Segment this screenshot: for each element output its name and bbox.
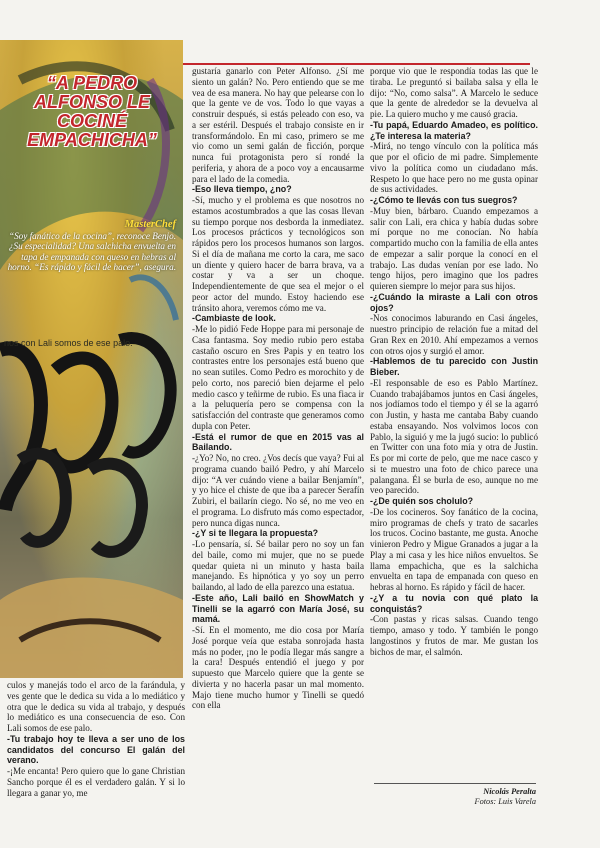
graffiti-photo	[0, 40, 183, 678]
interview-question: -¿Cómo te llevás con tus suegros?	[370, 195, 518, 205]
bottom-divider	[374, 783, 536, 784]
interview-paragraph: gustaría ganarlo con Peter Alfonso. ¿Sí me siento un galán? No. Pero entiendo que se me vea de esa manera. No hay que pelearse con lo que la gente ve de vos. Todo lo que vayas a construir después, si estás peleado con eso, va a ser estéril. Después el trabajo consiste en ir transformándolo. En mi caso, primero se me vio como un semi galán de ficción, porque nunca fui protagonista pero sí rondé la periferia, y ahora de a poco voy a encausarme para el lado de la comedia.	[192, 66, 364, 184]
interview-question: -¿Y a tu novia con qué plato la conquistás?	[370, 592, 538, 614]
photo-credit: Fotos: Luis Varela	[474, 797, 536, 806]
interview-question: -¿Y si te llegara la propuesta?	[192, 528, 319, 539]
interview-paragraph: -Lo pensaría, sí. Sé bailar pero no soy un fan del baile, como mi mujer, que no se puede quedar quieta ni un minuto y hasta baila manejando. Es hipnótica y yo soy un perro bailando, al lado de ella parezco una estatua.	[192, 539, 364, 592]
interview-question: -¿Cuándo la miraste a Lali con otros ojos?	[370, 291, 538, 313]
interview-paragraph: -Me lo pidió Fede Hoppe para mi personaje de Casa fantasma. Soy medio rubio pero estaba castaño oscuro en Sres Papis y en teatro los contrastes entre los personajes está bueno que no sean sutiles. Como Pedro es morochito y de pelo corto, nos pareció bien dejarme el pelo medio casco y teñirme de rubio. Es una fiaca ir a la peluquería pero se compensa con la satisfacción del contraste que generamos como dupla con Peter.	[192, 324, 364, 431]
interview-question: -Tu papá, Eduardo Amadeo, es político. ¿Te interesa la materia?	[370, 119, 538, 141]
interview-paragraph: -Muy bien, bárbaro. Cuando empezamos a salir con Lali, era chica y había dudas sobre mí porque no me conocían. No había compartido mucho con la familia de ella antes de empezar a salir porque la conocí en el trabajo. Las dudas venían por ese lado. No tengo hijos, pero imagino que los padres quieren siempre lo mejor para sus hijos.	[370, 205, 538, 291]
caption-text: “Soy fanático de la cocina”, reconoce Benjo. ¿Su especialidad? Una salchicha envuelta en tapa de empanada con queso en hebras al horno. “Es rápido y fácil de hacer”, asegura.	[7, 230, 176, 272]
interview-paragraph: porque vio que le respondía todas las que le tiraba. Le preguntó si bailaba salsa y ella le dijo: “No, como salsa”. A Marcelo le seduce que la gente de alrededor se la devuelva al pie. La quiero mucho y me causó gracia.	[370, 66, 538, 119]
interview-paragraph: -Sí. En el momento, me dio cosa por María José porque veía que estaba sonrojada hasta más no poder, ¡no le podía llegar más sangre a la cara! Después entendió el juego y por supuesto que Marcelo quiere que la gente se divierta y no hacerla pasar un mal momento. Majo tiene mucho humor y Tinelli se quedó con ella	[192, 625, 364, 711]
column-2	[192, 66, 364, 711]
photo-side-text: nos con Lali somos de ese palo.	[4, 338, 133, 348]
interview-question: -Eso lleva tiempo, ¿no?	[192, 184, 292, 195]
photo-caption	[6, 220, 176, 273]
interview-question: -¿De quién sos cholulo?	[370, 496, 474, 506]
interview-question: -Está el rumor de que en 2015 vas al Bailando.	[192, 431, 364, 453]
caption-brand: MasterChef	[124, 219, 176, 230]
interview-paragraph: -¿Yo? No, no creo. ¿Vos decís que vaya? Fui al programa cuando bailó Pedro, y ahí Marcelo dijo: “A ver cuándo viene a bailar Benjamín”, y yo hice el chiste de que iba a parecer Serafín Zubiri, el bailarín ciego. No sé, no me veo en el programa. Lo disfruto más como espectador, pero nunca digas nunca.	[192, 453, 364, 528]
column-3	[370, 66, 538, 657]
interview-question: -Este año, Lali bailó en ShowMatch y Tinelli se la agarró con María José, su mamá.	[192, 592, 364, 625]
top-divider	[183, 63, 530, 65]
interview-paragraph: -El responsable de eso es Pablo Martínez. Cuando trabajábamos juntos en Casi ángeles, nos jodíamos todo el tiempo y él se la agarró con Justin, y hasta me cantaba Baby cuando estaba ensayando. Nos volvimos locos con Pablo, la siguió y me la jugó sucio: lo publicó en Twitter con una foto mía y otra de Justin. Es por mi corte de pelo, que me nace casco y si te muestro una foto de chico parece una palangana. Él se burla de eso, aunque no me veo parecido.	[370, 377, 538, 496]
interview-paragraph: -De los cocineros. Soy fanático de la cocina, miro programas de chefs y trato de sacarles los trucos. Cocino bastante, me gusta. Anoche vinieron Pedro y Migue Granados a jugar a la Play a mi casa y les hice niños envueltos. Se llama empachicha, que es la salchicha envuelta en tapa de empanada con queso en hebras al horno. Es rápido y fácil de hacer.	[370, 506, 538, 592]
interview-paragraph: culos y manejás todo el arco de la farándula, y ves gente que le dedica su vida a lo mediático y otra que le dedica su vida al trabajo, y después lo mediático es una consecuencia de eso. Con Lali somos de ese palo.	[7, 680, 185, 733]
interview-paragraph: -Nos conocimos laburando en Casi ángeles, nuestro principio de relación fue a mitad del Gran Rex en 2010. Ahí empezamos a vernos con otros ojos y surgió el amor.	[370, 313, 538, 356]
credits	[374, 787, 536, 807]
author-credit: Nicolás Peralta	[483, 787, 536, 796]
interview-question: -Hablemos de tu parecido con Justin Bieber.	[370, 356, 538, 377]
interview-paragraph: -Mirá, no tengo vínculo con la política más que por el oficio de mi padre. Simplemente vivo la política como un ciudadano más. Respeto lo que hace pero no me gusta opinar de sus actividades.	[370, 141, 538, 195]
interview-paragraph: -Con pastas y ricas salsas. Cuando tengo tiempo, amaso y todo. Y también le pongo langostinos y frutos de mar. Me gustan los bichos de mar, el salmón.	[370, 614, 538, 657]
interview-paragraph: -Sí, mucho y el problema es que nosotros no estamos acostumbrados a que las cosas llevan su tiempo porque nos desborda la inmediatez. Los procesos prácticos y tecnológicos son rápidos pero los procesos humanos son largos. Si el día de mañana me corto la cara, me saco un diente y quiero hacer de barra brava, va a costar y va a ser un choque. Independientemente de que sea el mejor o el peor actor del mundo. Estoy haciendo ese tránsito ahora, veremos cómo me va.	[192, 195, 364, 313]
interview-question: -Cambiaste de look.	[192, 313, 276, 324]
interview-question: -Tu trabajo hoy te lleva a ser uno de los candidatos del concurso El galán del verano.	[7, 733, 185, 766]
column-1	[7, 680, 185, 798]
headline: “A PEDRO ALFONSO LE COCINÉ EMPACHICHA”	[27, 73, 157, 150]
interview-paragraph: -¡Me encanta! Pero quiero que lo gane Christian Sancho porque él es el verdadero galán. Y si lo llegara a ganar yo, me	[7, 766, 185, 798]
